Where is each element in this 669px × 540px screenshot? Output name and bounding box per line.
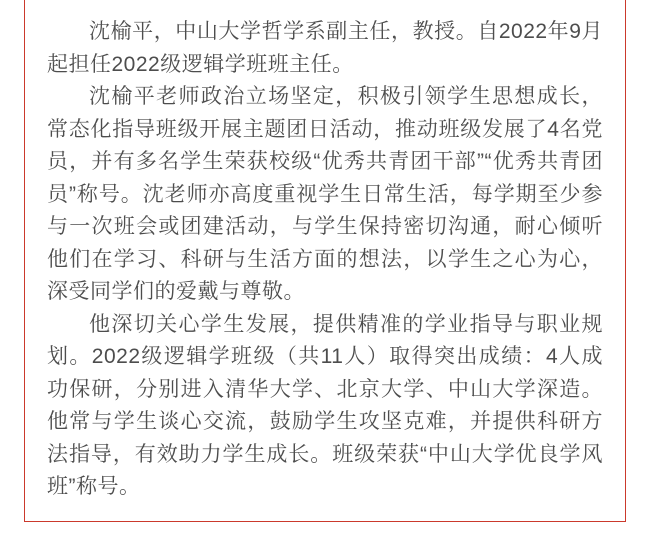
document-frame	[24, 0, 626, 522]
paragraph-academic-achievements: 他深切关心学生发展，提供精准的学业指导与职业规划。2022级逻辑学班级（共11人）取得突出成绩：4人成功保研，分别进入清华大学、北京大学、中山大学深造。他常与学生谈心交流，鼓励学生攻坚克难，并提供科研方法指导，有效助力学生成长。班级荣获“中山大学优良学风班”称号。	[47, 312, 603, 498]
document-body	[25, 0, 625, 504]
paragraph-intro: 沈榆平，中山大学哲学系副主任，教授。自2022年9月起担任2022级逻辑学班班主任。	[47, 20, 603, 76]
paragraph-political-guidance: 沈榆平老师政治立场坚定，积极引领学生思想成长，常态化指导班级开展主题团日活动，推动班级发展了4名党员，并有多名学生荣获校级“优秀共青团干部”“优秀共青团员”称号。沈老师亦高度重视学生日常生活，每学期至少参与一次班会或团建活动，与学生保持密切沟通，耐心倾听他们在学习、科研与生活方面的想法，以学生之心为心，深受同学们的爱戴与尊敬。	[47, 85, 603, 303]
